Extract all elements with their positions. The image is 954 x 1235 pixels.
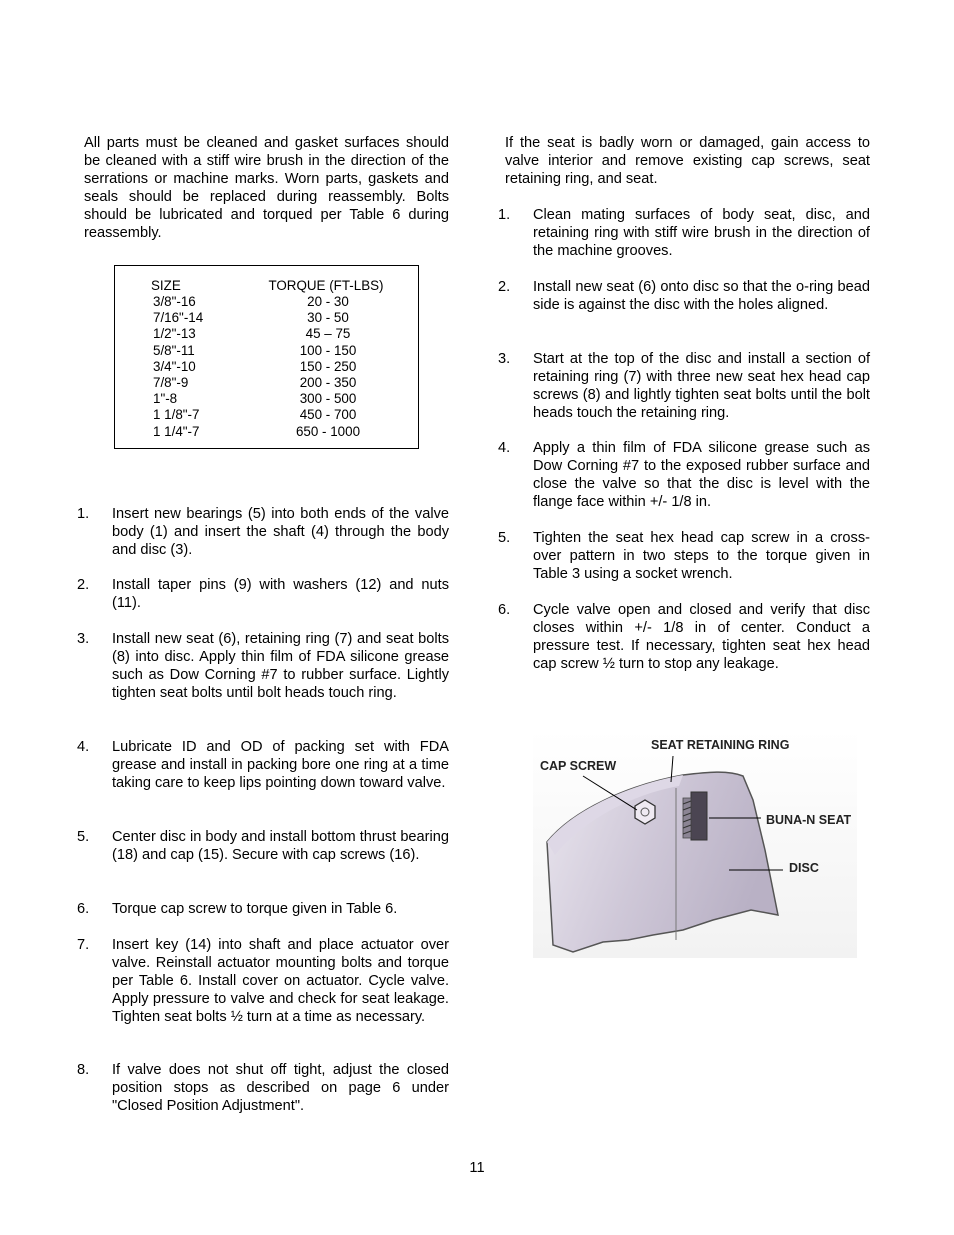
step-text: Install new seat (6), retaining ring (7) and seat bolts (8) into disc. Apply thin film of FDA silicone grease such as Dow Corning #7 to rubber surface. Lightly tighten seat bolts until bolt heads touch ring. [112,631,449,701]
page-number: 11 [469,1160,485,1176]
torque-row-value: 20 - 30 [307,294,349,309]
step-number: 6. [498,602,511,618]
torque-row-value: 100 - 150 [299,342,357,358]
cap-screw-hex-head [635,800,655,824]
step-text: Install new seat (6) onto disc so that the o-ring bead side is against the disc with the holes aligned. [533,279,870,313]
torque-table-row [115,310,418,326]
torque-table-row [115,359,418,375]
step-number: 7. [77,937,90,953]
torque-row-value: 45 – 75 [305,326,351,342]
step-text: Install taper pins (9) with washers (12) and nuts (11). [112,577,449,611]
right-intro-paragraph: If the seat is badly worn or damaged, gain access to valve interior and remove existing cap screws, seat retaining ring, and seat. [505,135,870,187]
torque-row-value: 650 - 1000 [295,423,361,439]
step-number: 5. [498,530,511,546]
label-cap-screw: CAP SCREW [540,759,617,773]
step-number: 2. [77,577,90,593]
torque-row-size: 1 1/8"-7 [153,407,200,423]
left-intro-paragraph: All parts must be cleaned and gasket surfaces should be cleaned with a stiff wire brush in the direction of the serrations or machine marks. Worn parts, gaskets and seals should be replaced during reassembly. Bolts should be lubricated and torqued per Table 6 during reassembly. [84,135,449,241]
step-number: 3. [77,631,90,647]
step-text: Apply a thin film of FDA silicone grease such as Dow Corning #7 to the exposed rubber surface and close the valve so that the disc is level with the flange face within +/- 1/8 in. [533,440,870,510]
step-number: 1. [77,506,90,522]
torque-table-row [115,375,418,391]
step-number: 6. [77,901,90,917]
step-text: Cycle valve open and closed and verify that disc closes within +/- 1/8 in of center. Conduct a pressure test. If necessary, tighten seat hex head cap screw ½ turn to stop any leakage. [533,602,870,672]
torque-row-value: 150 - 250 [299,358,357,374]
torque-table [114,265,419,449]
step-number: 3. [498,351,511,367]
torque-row-size: 7/8"-9 [153,375,189,390]
torque-row-value: 450 - 700 [299,407,357,423]
torque-row-size: 1/2"-13 [153,326,196,342]
label-seat-retaining-ring: SEAT RETAINING RING [651,738,790,752]
step-text: Center disc in body and install bottom thrust bearing (18) and cap (15). Secure with cap screws (16). [112,829,449,863]
torque-row-value: 30 - 50 [307,310,349,326]
buna-n-seat-shape [691,792,707,840]
torque-row-size: 1 1/4"-7 [153,423,200,439]
step-text: If valve does not shut off tight, adjust the closed position stops as described on page 6 under "Closed Position Adjustment". [112,1062,449,1114]
torque-table-row [115,326,418,342]
step-text: Insert key (14) into shaft and place actuator over valve. Reinstall actuator mounting bolts and torque per Table 6. Install cover on actuator. Cycle valve. Apply pressure to valve and check for seat leakage. Tighten seat bolts ½ turn at a time as necessary. [112,937,449,1025]
step-number: 1. [498,207,511,223]
step-number: 5. [77,829,90,845]
torque-row-size: 3/8"-16 [153,294,196,309]
torque-row-size: 5/8"-11 [153,342,195,358]
torque-row-size: 3/4"-10 [153,358,196,374]
torque-table-row [115,424,418,440]
torque-header-torque: TORQUE (FT-LBS) [268,278,384,293]
torque-row-size: 1"-8 [153,391,178,407]
step-text: Lubricate ID and OD of packing set with FDA grease and install in packing bore one ring at a time taking care to keep lips pointing down toward valve. [112,739,449,791]
seat-diagram [533,730,857,958]
torque-table-row [115,407,418,423]
torque-header-size: SIZE [151,278,181,293]
torque-table-row [115,391,418,407]
label-disc: DISC [789,861,819,875]
torque-table-header [115,278,418,294]
step-text: Tighten the seat hex head cap screw in a cross-over pattern in two steps to the torque given in Table 3 using a socket wrench. [533,530,870,582]
step-text: Insert new bearings (5) into both ends of the valve body (1) and insert the shaft (4) through the body and disc (3). [112,506,449,558]
torque-table-row [115,343,418,359]
step-number: 2. [498,279,511,295]
step-number: 4. [77,739,90,755]
torque-row-size: 7/16"-14 [153,310,204,326]
step-text: Start at the top of the disc and install a section of retaining ring (7) with three new seat hex head cap screws (8) and lightly tighten seat bolts until the bolt heads touch the retaining ring. [533,351,870,421]
step-text: Torque cap screw to torque given in Table 6. [112,901,398,917]
torque-row-value: 300 - 500 [299,391,357,407]
seat-diagram-illustration [533,730,857,958]
step-number: 4. [498,440,511,456]
step-number: 8. [77,1062,90,1078]
torque-table-row [115,294,418,310]
step-text: Clean mating surfaces of body seat, disc, and retaining ring with stiff wire brush in the direction of the machine grooves. [533,207,870,259]
label-buna-n-seat: BUNA-N SEAT [766,813,852,827]
torque-row-value: 200 - 350 [299,375,357,390]
